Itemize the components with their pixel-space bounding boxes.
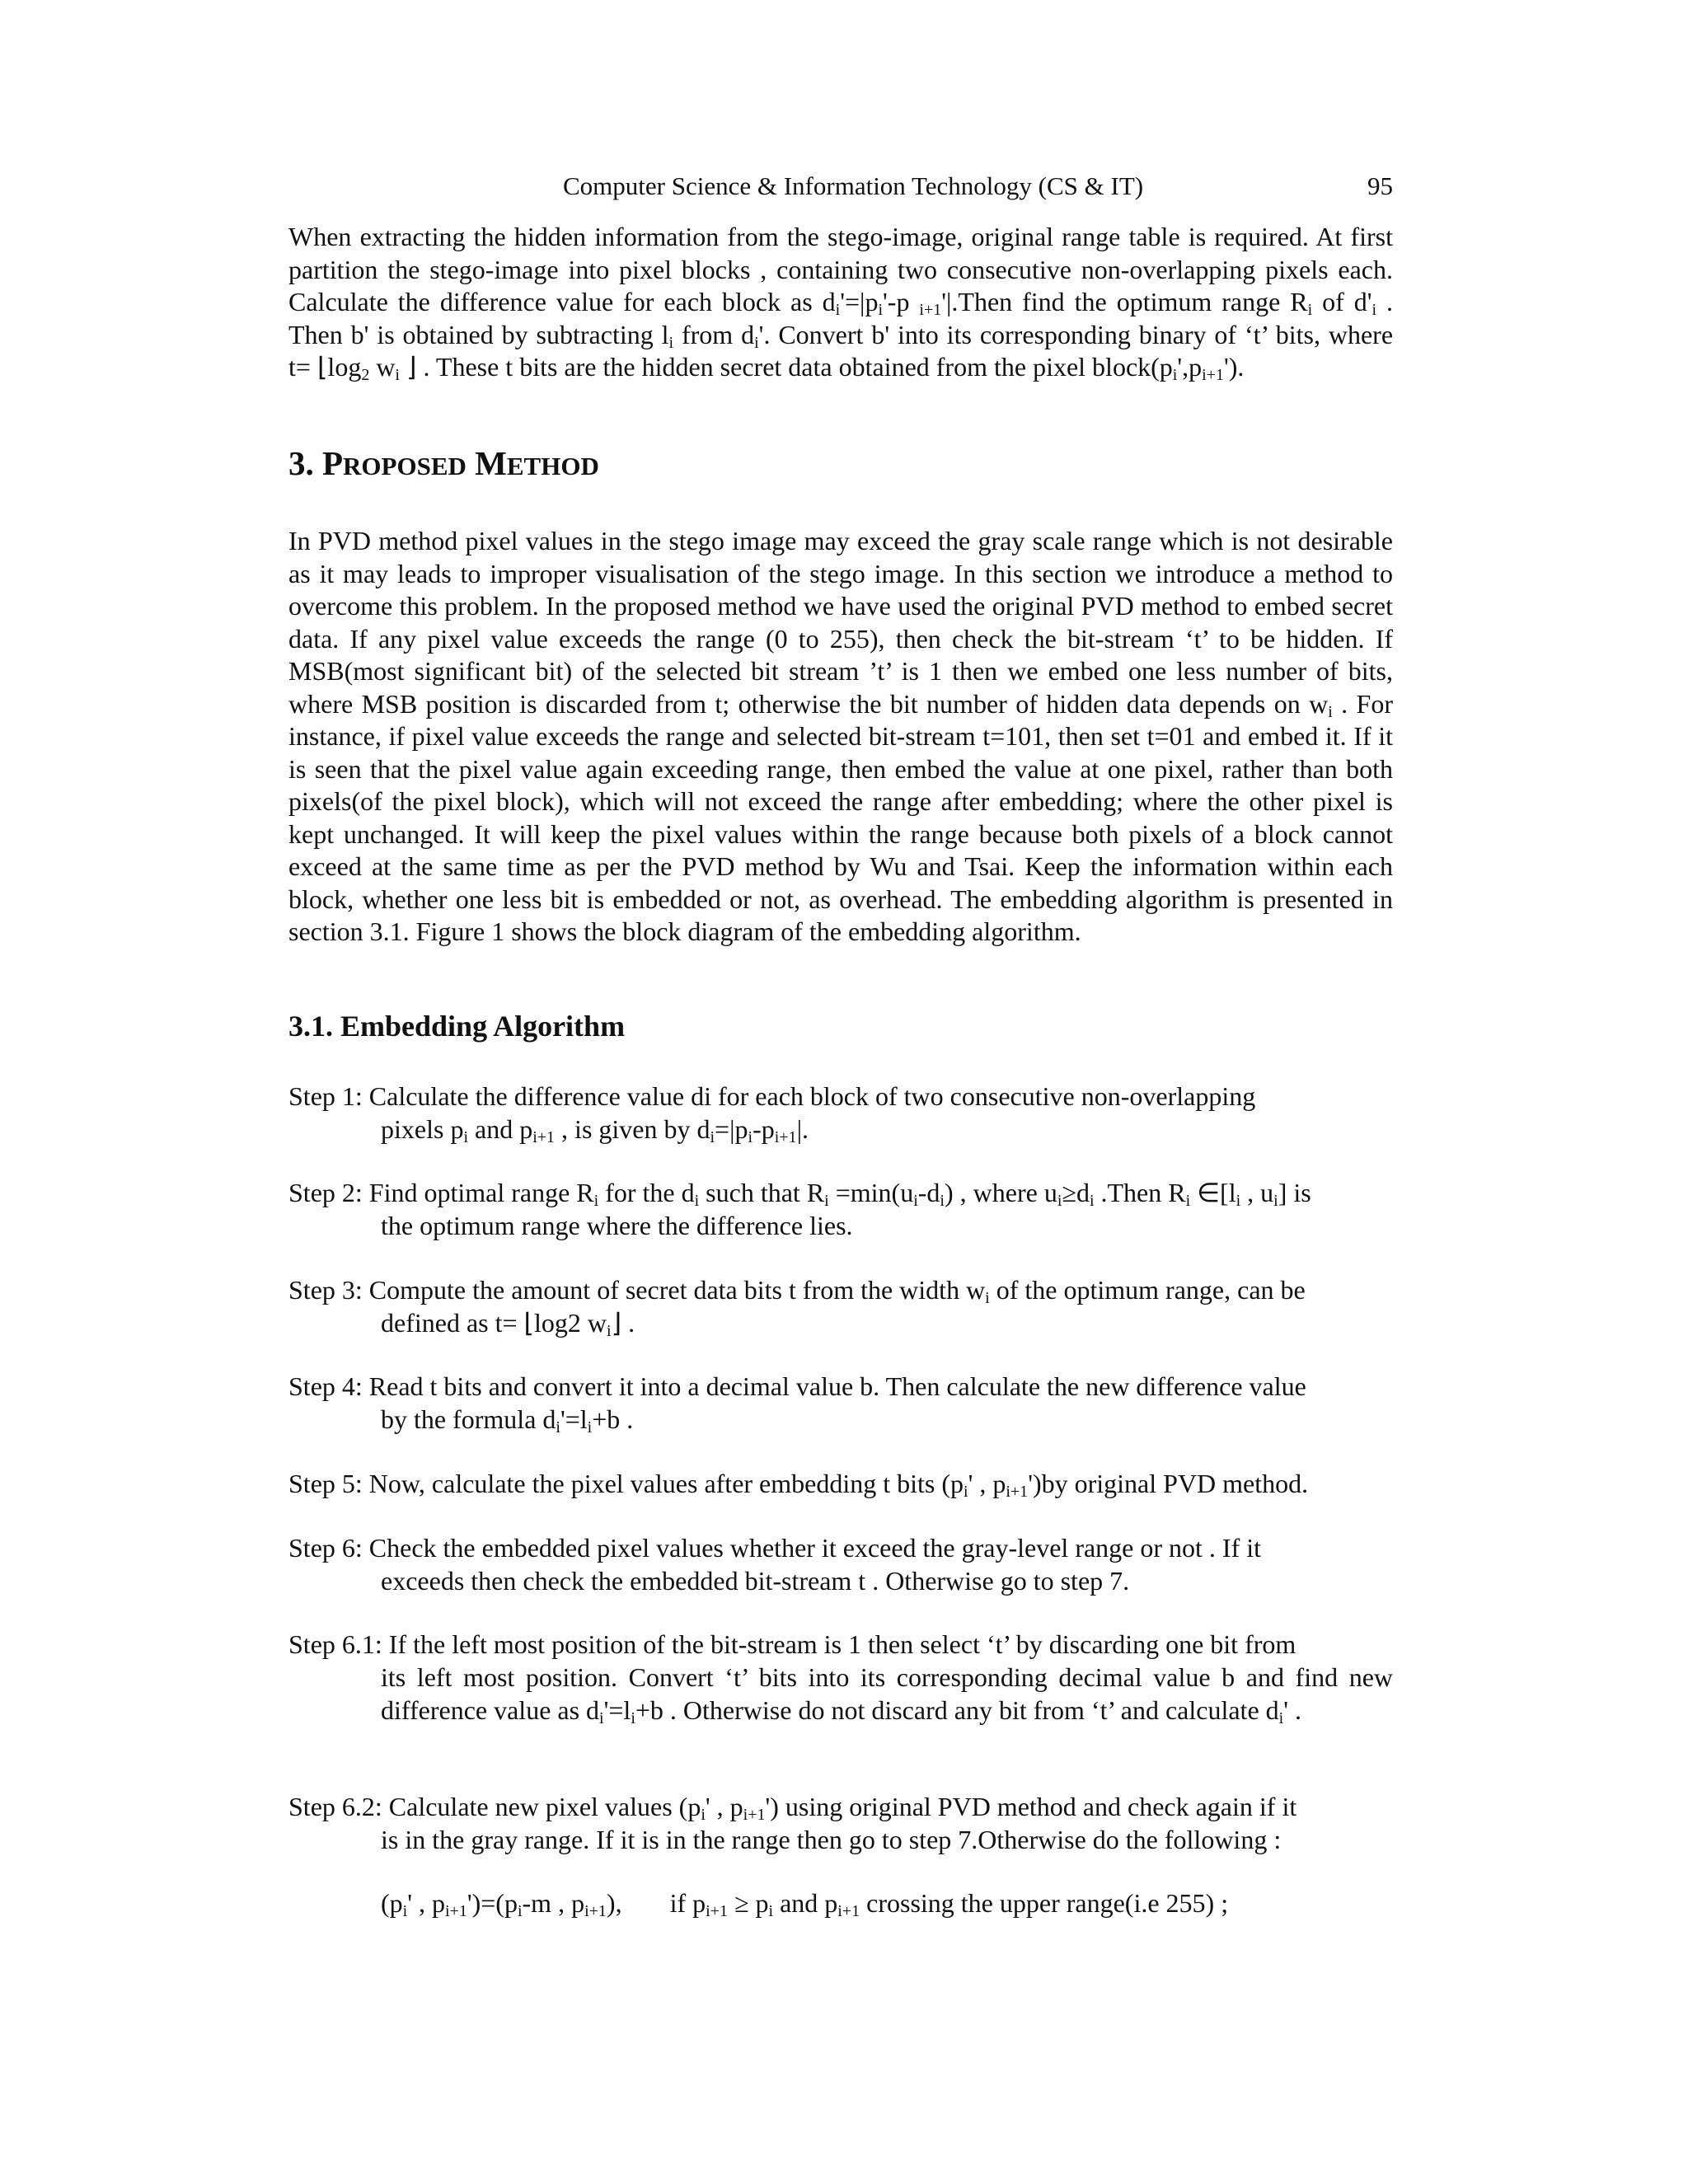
running-header (288, 166, 1393, 208)
page-number: 95 (1367, 171, 1393, 200)
section-heading-proposed-method: 3. PROPOSED METHOD (288, 444, 599, 482)
algorithm-step-1: Step 1: Calculate the difference value di for each block of two consecutive non-overlapping pixels $p_i$ and $p_{i+1}$ , is given by $d_i=|p_i-p_{i+1}|$. (288, 1081, 1256, 1146)
proposed-method-paragraph: In PVD method pixel values in the stego image may exceed the gray scale range which is not desirable as it may leads to improper visualisation of the stego image. In this section we introduce a method to overcome this problem. In the proposed method we have used the original PVD method to embed secret data. If any pixel value exceeds the range (0 to 255), then check the bit-stream ‘t’ to be hidden. If MSB(most significant bit) of the selected bit stream ’t’ is 1 then we embed one less number of bits, where MSB position is discarded from t; otherwise the bit number of hidden data depends on $w_i$ . For instance, if pixel value exceeds the range and selected bit-stream t=101, then set t=01 and embed it. If it is seen that the pixel value again exceeding range, then embed the value at one pixel, rather than both pixels(of the pixel block), which will not exceed the range after embedding; where the other pixel is kept unchanged. It will keep the pixel values within the range because both pixels of a block cannot exceed at the same time as per the PVD method by Wu and Tsai. Keep the information within each block, whether one less bit is embedded or not, as overhead. The embedding algorithm is presented in section 3.1. Figure 1 shows the block diagram of the embedding algorithm. (288, 526, 1394, 946)
formula-condition: if $p_{i+1} \ge p_i$ and $p_{i+1}$ crossing the upper range(i.e 255) ; (669, 1888, 1229, 1920)
subsection-heading-embedding-algorithm: 3.1. Embedding Algorithm (288, 1010, 626, 1043)
algorithm-step-4: Step 4: Read t bits and convert it into a decimal value b. Then calculate the new difference value by the formula $d_i'=l_i+b$ . (288, 1371, 1306, 1436)
algorithm-step-6: Step 6: Check the embedded pixel values whether it exceed the gray-level range or not . If it exceeds then check the embedded bit-stream t . Otherwise go to step 7. (288, 1533, 1262, 1596)
intro-paragraph: When extracting the hidden information from the stego-image, original range table is required. At first partition the stego-image into pixel blocks , containing two consecutive non-overlapping pixels each. Calculate the difference value for each block as $d_i'=|p_i'-p$ $_{i+1}$'|.Then find the optimum range $R_i$ of $d'_i$ . Then b' is obtained by subtracting $l_i$ from $d_i'$. Convert b' into its corresponding binary of ‘t’ bits, where $t= ⌊\log_2$ $w_i$ ⌋ . These t bits are the hidden secret data obtained from the pixel $block(p_i',p_{i+1}')$. (288, 222, 1394, 384)
pixel-update-formula: ($p_i'$ , $p_{i+1}')=(p_i-m$ , $p_{i+1}$), if $p_{i+1} \ge p_i$ and $p_{i+1}$ crossing the upper range(i.e 255) ; (381, 1888, 1229, 1920)
algorithm-step-5: Step 5: Now, calculate the pixel values after embedding t bits ($p_i'$ , $p_{i+1}')by$ original PVD method. (288, 1469, 1309, 1501)
algorithm-step-6-1: Step 6.1: If the left most position of the bit-stream is 1 then select ‘t’ by discarding one bit from its left most position. Convert ‘t’ bits into its corresponding decimal value b and find new difference value as $d_i'=l_i+b$ . Otherwise do not discard any bit from ‘t’ and calculate $d_i'$ . (288, 1629, 1393, 1727)
journal-title: Computer Science & Information Technology (CS & IT) (563, 171, 1144, 200)
algorithm-step-6-2: Step 6.2: Calculate new pixel values ($p_i'$ , $p_{i+1}'$) using original PVD method and check again if it is in the gray range. If it is in the range then go to step 7.Otherwise do the following : (288, 1792, 1297, 1854)
algorithm-step-2: Step 2: Find optimal range $R_i$ for the $d_i$ such that $R_i =\min(u_i-d_i)$ , where $u_i\ge d_i$ .Then $R_i$ $\in[l_i$ , $u_i$] is the optimum range where the difference lies. (288, 1178, 1311, 1240)
algorithm-step-3: Step 3: Compute the amount of secret data bits t from the width $w_i$ of the optimum range, can be defined as t= ⌊log2 $w_i⌋$ . (288, 1275, 1306, 1340)
